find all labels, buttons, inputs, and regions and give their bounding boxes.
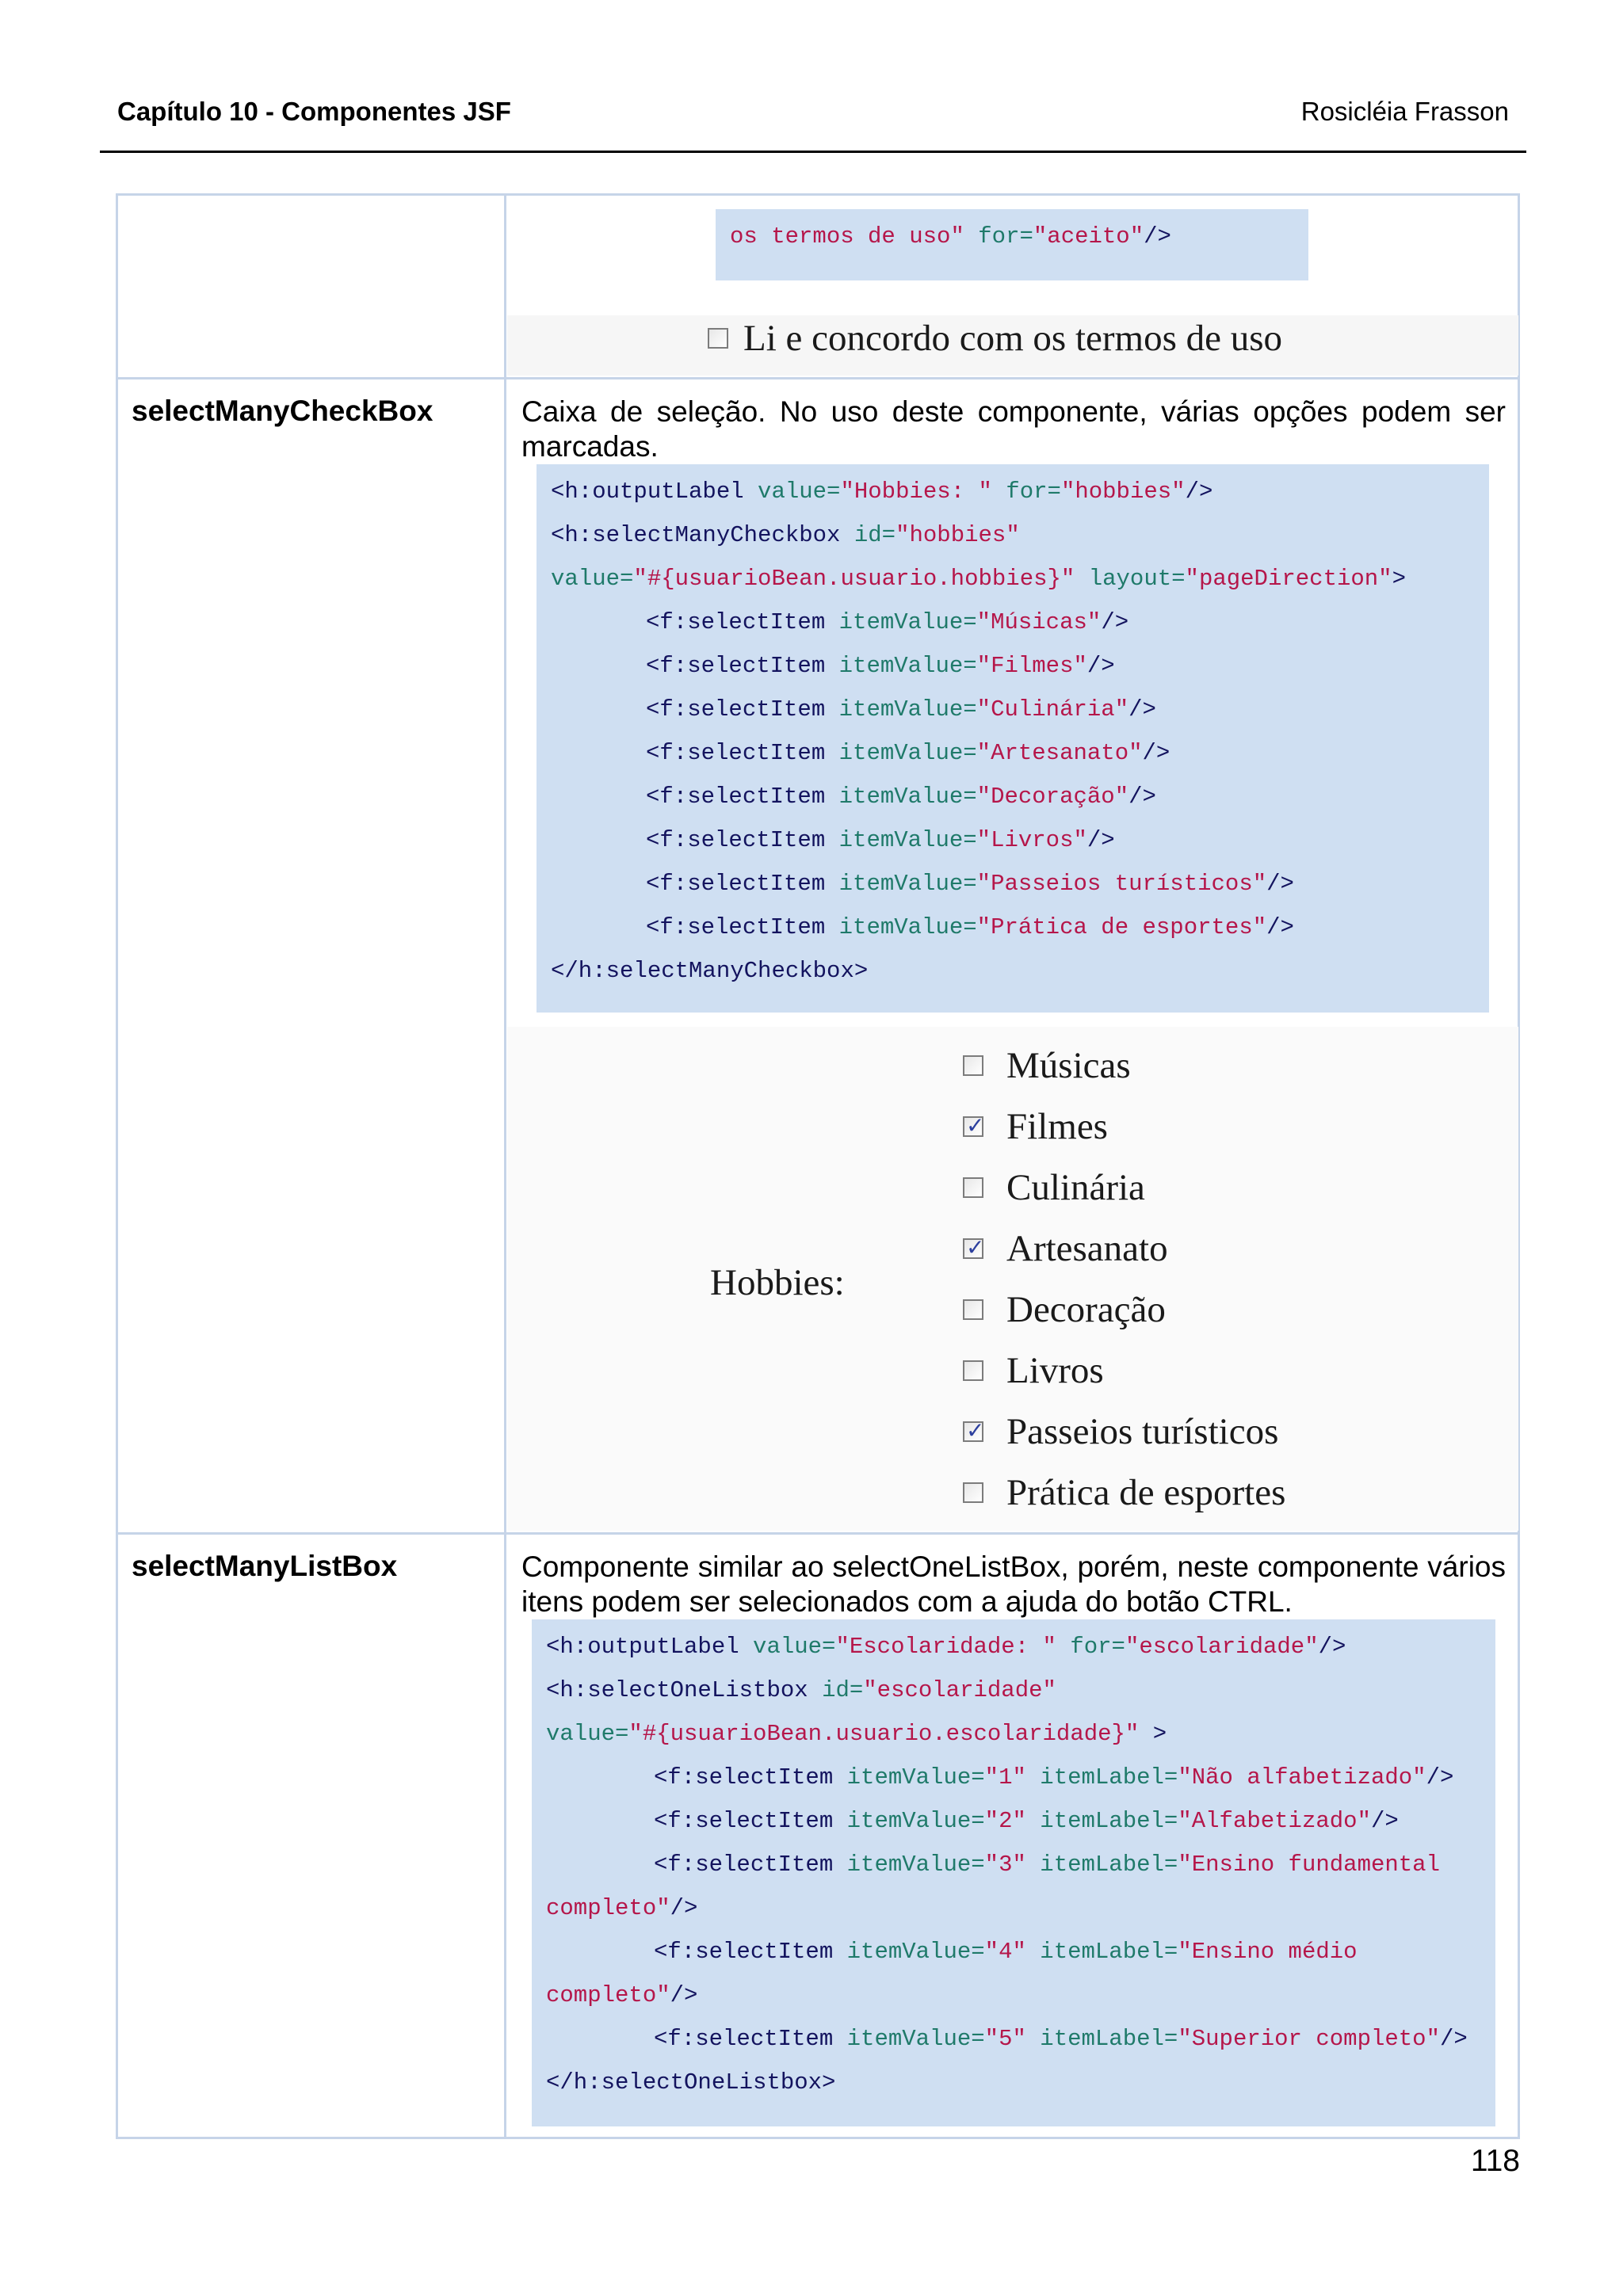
code-line: <f:selectItem itemValue="Artesanato"/>	[646, 740, 1170, 766]
option-label: Culinária	[1006, 1167, 1145, 1208]
terms-checkbox[interactable]	[708, 328, 728, 349]
option-label: Artesanato	[1006, 1228, 1168, 1269]
component-name: selectManyListBox	[132, 1550, 398, 1582]
component-name: selectManyCheckBox	[132, 395, 433, 427]
checkmark-icon: ✓	[966, 1112, 985, 1138]
option-label: Livros	[1006, 1350, 1104, 1391]
code-line: <f:selectItem itemValue="Culinária"/>	[646, 696, 1156, 723]
code-line: <f:selectItem itemValue="3" itemLabel="Ensino fundamental	[654, 1852, 1440, 1878]
checkbox-artesanato[interactable]	[963, 1234, 985, 1261]
code-line: </h:selectManyCheckbox>	[551, 958, 869, 984]
option-label: Filmes	[1006, 1106, 1108, 1147]
code-line: <h:selectManyCheckbox id="hobbies"	[551, 522, 1020, 548]
terms-label: Li e concordo com os termos de uso	[743, 318, 1283, 359]
checkmark-icon: ✓	[966, 1234, 985, 1261]
code-block-checkbox	[537, 464, 1489, 1013]
checkbox-filmes[interactable]	[963, 1112, 985, 1138]
code-line: value="#{usuarioBean.usuario.hobbies}" layout="pageDirection">	[551, 566, 1406, 592]
checkmark-icon: ✓	[966, 1417, 985, 1444]
option-label: Passeios turísticos	[1006, 1411, 1279, 1452]
code-line: <f:selectItem itemValue="Livros"/>	[646, 827, 1115, 853]
checkbox-livros[interactable]	[963, 1360, 983, 1381]
preview-area	[507, 1027, 1518, 1531]
code-line: <f:selectItem itemValue="4" itemLabel="Ensino médio	[654, 1939, 1358, 1965]
column-divider	[504, 193, 506, 2139]
hobbies-label: Hobbies:	[710, 1262, 845, 1303]
code-line: os termos de uso" for="aceito"/>	[730, 223, 1171, 250]
code-line: <f:selectItem itemValue="5" itemLabel="Superior completo"/>	[654, 2026, 1468, 2052]
checkbox-decoracao[interactable]	[963, 1299, 983, 1320]
component-description: Componente similar ao selectOneListBox, porém, neste componente vários itens podem ser selecionados com a ajuda do botão CTRL.	[521, 1550, 1506, 1618]
option-label: Prática de esportes	[1006, 1472, 1286, 1513]
author-name: Rosicléia Frasson	[1300, 97, 1509, 126]
checkbox-pratica[interactable]	[963, 1482, 983, 1503]
page-number: 118	[1470, 2144, 1520, 2178]
row-divider	[116, 377, 1520, 379]
checkbox-musicas[interactable]	[963, 1055, 983, 1076]
code-line: <f:selectItem itemValue="2" itemLabel="Alfabetizado"/>	[654, 1808, 1399, 1834]
code-line: <f:selectItem itemValue="Filmes"/>	[646, 653, 1115, 679]
row-divider	[116, 1532, 1520, 1535]
code-line: <h:selectOneListbox id="escolaridade"	[546, 1677, 1056, 1703]
code-line: <f:selectItem itemValue="Decoração"/>	[646, 784, 1156, 810]
code-line: </h:selectOneListbox>	[546, 2069, 836, 2096]
checkbox-passeios[interactable]	[963, 1417, 985, 1444]
code-block-listbox	[532, 1619, 1495, 2126]
code-block-aceito	[716, 209, 1308, 280]
component-description: Caixa de seleção. No uso deste componente, várias opções podem ser marcadas.	[521, 395, 1506, 463]
option-label: Decoração	[1006, 1289, 1166, 1330]
code-line: <f:selectItem itemValue="1" itemLabel="Não alfabetizado"/>	[654, 1764, 1454, 1791]
code-line: completo"/>	[546, 1982, 698, 2008]
code-line: value="#{usuarioBean.usuario.escolaridade}" >	[546, 1721, 1167, 1747]
code-line: <f:selectItem itemValue="Passeios turísticos"/>	[646, 871, 1294, 897]
code-line: <h:outputLabel value="Escolaridade: " for="escolaridade"/>	[546, 1634, 1346, 1660]
code-line: <h:outputLabel value="Hobbies: " for="hobbies"/>	[551, 479, 1213, 505]
chapter-title: Capítulo 10 - Componentes JSF	[117, 97, 511, 126]
code-line: <f:selectItem itemValue="Prática de esportes"/>	[646, 914, 1294, 940]
header-divider	[100, 151, 1526, 153]
code-line: <f:selectItem itemValue="Músicas"/>	[646, 609, 1129, 635]
checkbox-culinaria[interactable]	[963, 1177, 983, 1198]
option-label: Músicas	[1006, 1045, 1131, 1086]
code-line: completo"/>	[546, 1895, 698, 1921]
